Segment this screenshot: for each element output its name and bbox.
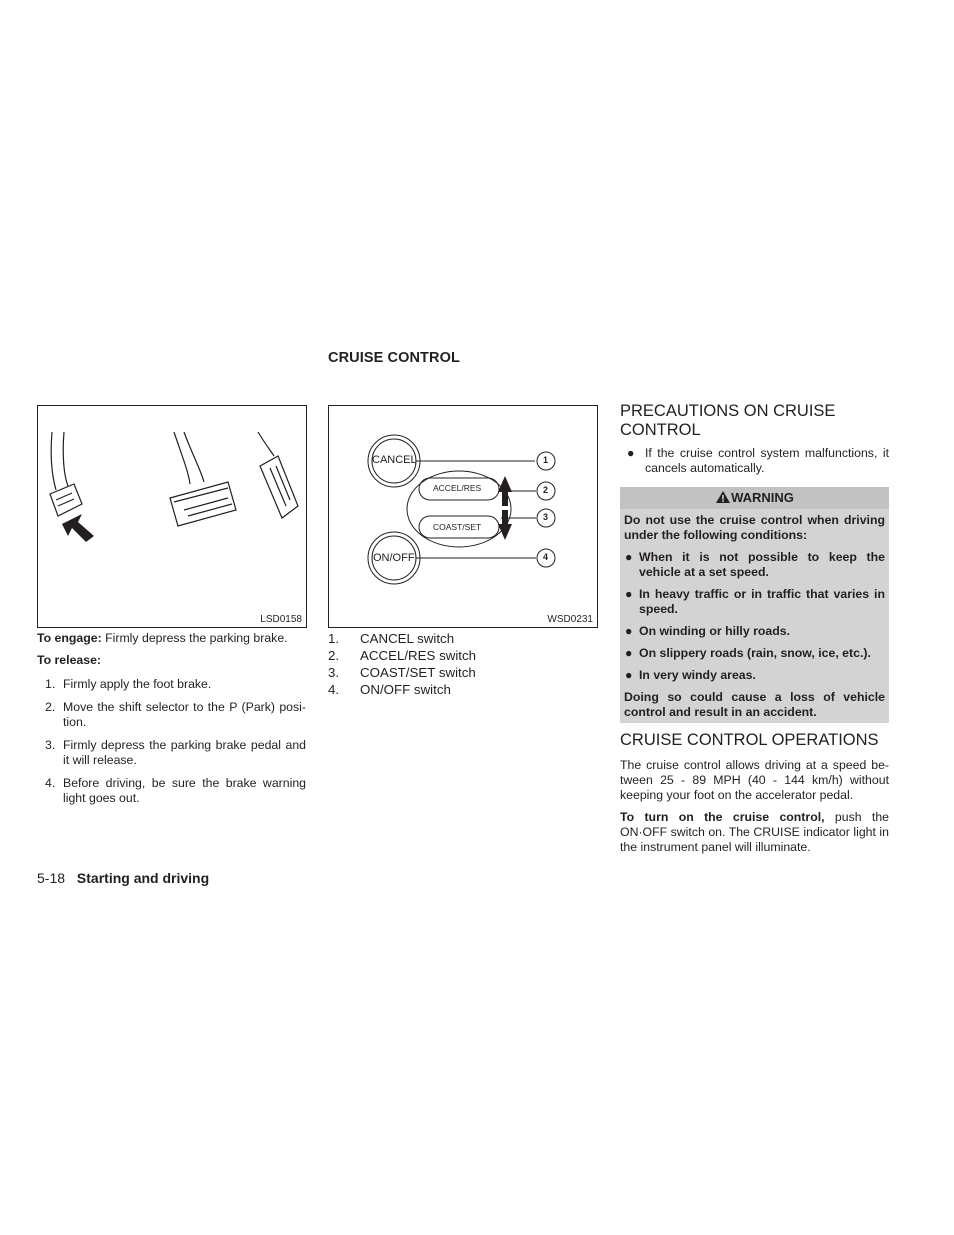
release-steps bbox=[37, 677, 306, 806]
right-column bbox=[620, 402, 889, 862]
on-off-switch-label: ON/OFF bbox=[373, 552, 415, 564]
parking-brake-figure bbox=[37, 405, 307, 628]
engage-label: To engage: bbox=[37, 631, 102, 645]
parking-brake-illustration bbox=[38, 406, 306, 627]
engage-text: Firmly depress the parking brake. bbox=[101, 631, 288, 645]
warning-outro: Doing so could cause a loss of vehicle control and result in an accident. bbox=[624, 690, 885, 719]
callout-2: 2 bbox=[543, 485, 549, 495]
cancel-switch-label: CANCEL bbox=[372, 454, 417, 466]
warning-intro: Do not use the cruise control when driving under the following conditions: bbox=[624, 513, 885, 542]
legend-item: 4. ON/OFF switch bbox=[328, 682, 451, 697]
warning-header bbox=[620, 487, 889, 509]
precaution-bullet: ● If the cruise control system malfunctions, it cancels automatically. bbox=[627, 446, 889, 475]
callout-4: 4 bbox=[543, 552, 549, 562]
figure-code: LSD0158 bbox=[260, 614, 302, 625]
page-number: 5-18 bbox=[37, 870, 66, 886]
section-title: CRUISE CONTROL bbox=[328, 350, 460, 366]
callout-3: 3 bbox=[543, 512, 549, 522]
legend-item: 3. COAST/SET switch bbox=[328, 665, 476, 680]
warning-box bbox=[620, 487, 889, 723]
warning-item: ● On slippery roads (rain, snow, ice, etc.). bbox=[625, 646, 871, 660]
legend-list bbox=[328, 630, 596, 698]
warning-triangle-icon bbox=[715, 490, 731, 504]
engage-paragraph bbox=[37, 631, 306, 646]
page-footer bbox=[37, 870, 209, 886]
operations-paragraph-2: To turn on the cruise control, push the ON·OFF switch on. The CRUISE indicator light in the instrument panel will illuminate. bbox=[620, 810, 890, 854]
legend-item: 2. ACCEL/RES switch bbox=[328, 648, 477, 663]
operations-heading: CRUISE CONTROL OPERATIONS bbox=[620, 731, 879, 749]
accel-res-label: ACCEL/RES bbox=[433, 483, 482, 493]
warning-item: ● When it is not possible to keep the vehicle at a set speed. bbox=[625, 550, 885, 579]
operations-paragraph-1: The cruise control allows driving at a speed be-tween 25 - 89 MPH (40 - 144 km/h) without keeping your foot on the accelerator pedal. bbox=[620, 758, 889, 802]
warning-item: ● On winding or hilly roads. bbox=[625, 624, 790, 638]
cruise-switch-figure bbox=[328, 405, 598, 628]
callout-1: 1 bbox=[543, 455, 549, 465]
list-item: 1. Firmly apply the foot brake. bbox=[45, 677, 212, 691]
coast-set-label: COAST/SET bbox=[433, 522, 482, 532]
list-item: 2. Move the shift selector to the P (Park) posi-tion. bbox=[45, 700, 306, 729]
release-label: To release: bbox=[37, 653, 102, 667]
cruise-switch-diagram bbox=[329, 406, 597, 627]
parking-brake-text bbox=[37, 631, 306, 814]
warning-item: ● In very windy areas. bbox=[625, 668, 756, 682]
chapter-title: Starting and driving bbox=[76, 870, 210, 886]
list-item: 3. Firmly depress the parking brake pedal and it will release. bbox=[45, 738, 306, 767]
warning-title: WARNING bbox=[731, 490, 794, 505]
figure-code: WSD0231 bbox=[547, 614, 593, 625]
list-item: 4. Before driving, be sure the brake warning light goes out. bbox=[45, 776, 306, 805]
legend-item: 1. CANCEL switch bbox=[328, 631, 455, 646]
warning-item: ● In heavy traffic or in traffic that varies in speed. bbox=[625, 587, 885, 616]
switch-legend bbox=[328, 630, 596, 698]
precautions-heading: PRECAUTIONS ON CRUISE CONTROL bbox=[620, 402, 836, 439]
